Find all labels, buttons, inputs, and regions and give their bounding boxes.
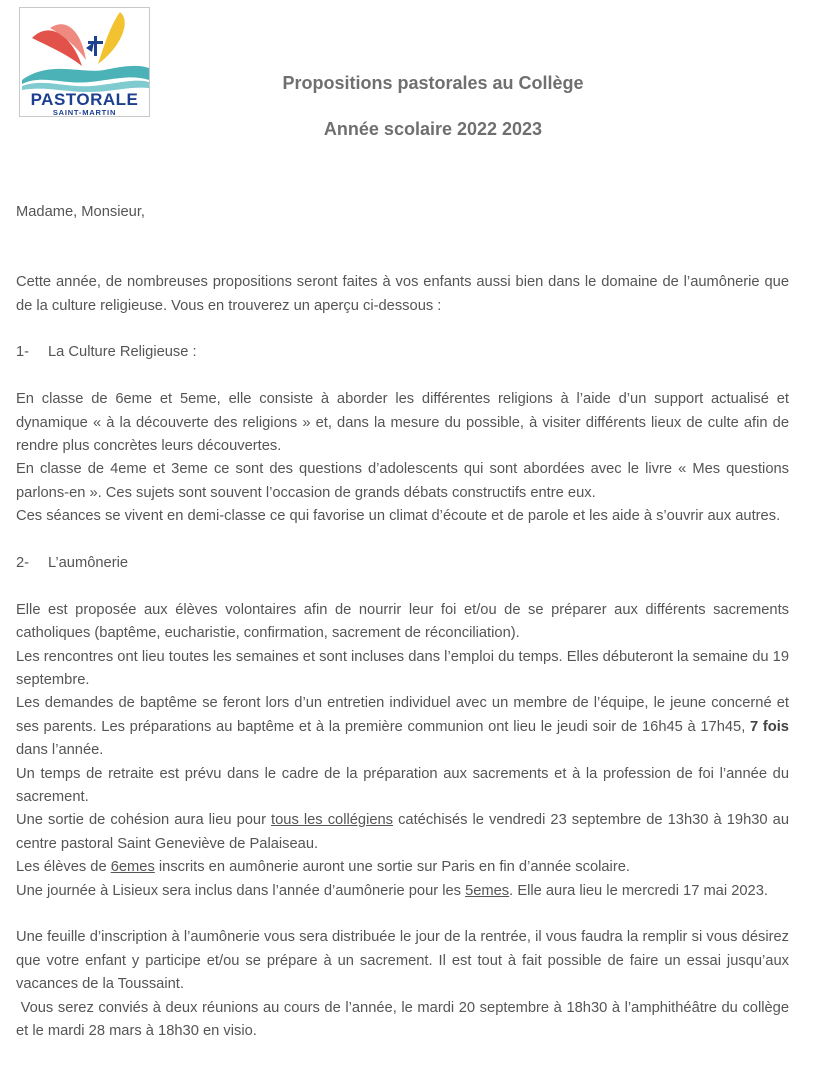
aumonerie-paragraph-4: Un temps de retraite est prévu dans le cadre de la préparation aux sacrements et à la profession de foi l’année du sacrement. [16,765,789,806]
section-heading-culture [16,341,789,364]
section-heading-aumonerie [16,552,789,575]
aumonerie-paragraph-7 [16,880,789,903]
aumonerie-paragraph-3 [16,692,789,762]
document-year: Année scolaire 2022 2023 [323,119,543,139]
closing-paragraph-2: Vous serez conviés à deux réunions au cours de l’année, le mardi 20 septembre à 18h30 à l’amphithéâtre du collège et le mardi 28 mars à 18h30 en visio. [16,999,794,1040]
closing-paragraph-1: Une feuille d’inscription à l’aumônerie vous sera distribuée le jour de la rentrée, il vous faudra la remplir si vous désirez que votre enfant y participe et/ou se prépare à un sacrement. Il est tout à fait possible de faire un essai jusqu’aux vacances de la Toussaint. [16,929,789,993]
text-run: inscrits en aumônerie auront une sortie sur Paris en fin d’année scolaire. [154,859,630,876]
text-run: dans l’année. [16,742,104,759]
section-title: La Culture Religieuse : [48,344,197,361]
aumonerie-paragraph-6 [16,856,789,879]
culture-paragraph-2: En classe de 4eme et 3eme ce sont des questions d’adolescents qui sont abordées avec le livre « Mes questions parlons-en ». Ces sujets sont souvent l’occasion de grands débats constructifs entre eux. [16,461,789,501]
logo-main-text: PASTORALE [30,90,139,109]
text-run: Une journée à Lisieux sera inclus dans l’année d’aumônerie pour les [16,882,466,899]
text-run: Une sortie de cohésion aura lieu pour [16,812,272,829]
culture-paragraph-1: En classe de 6eme et 5eme, elle consiste à aborder les différentes religions à l’aide d’un support actualisé et dynamique « à la découverte des religions » et, dans la mesure du possible, à visiter différents lieux de culte afin de rendre plus concrètes leurs découvertes. [16,391,789,454]
emphasis-text: 7 fois [750,718,789,735]
intro-paragraph: Cette année, de nombreuses propositions seront faites à vos enfants aussi bien dans le domaine de l’aumônerie que de la culture religieuse. Vous en trouverez un aperçu ci-dessous : [16,274,789,314]
culture-paragraph-3: Ces séances se vivent en demi-classe ce qui favorise un climat d’écoute et de parole et les aide à s’ouvrir aux autres. [16,508,781,525]
underlined-text: 5emes [465,882,510,899]
section-number: 2- [16,555,30,572]
text-run: catéchisés le vendredi 23 septembre de 13h30 à 19h30 au centre pastoral Saint Geneviève de Palaiseau. [16,812,789,852]
text-run: Les demandes de baptême se feront lors d’un entretien individuel avec un membre de l’équipe, le jeune concerné et ses parents. Les préparations au baptême et à la première communion ont lieu le jeudi soir de 16h45 à 17h45, [16,695,789,735]
section-number: 1- [16,344,30,361]
section-title: L’aumônerie [48,555,129,572]
logo-sub-text: SAINT-MARTIN [52,108,117,117]
underlined-text: tous les collégiens [271,812,394,829]
text-run: . Elle aura lieu le mercredi 17 mai 2023. [509,882,768,899]
aumonerie-paragraph-1: Elle est proposée aux élèves volontaires afin de nourrir leur foi et/ou de se préparer aux différents sacrements catholiques (baptême, eucharistie, confirmation, sacrement de réconciliation). [16,601,789,642]
underlined-text: 6emes [110,859,155,876]
aumonerie-paragraph-2: Les rencontres ont lieu toutes les semaines et sont incluses dans l’emploi du temps. Elles débuteront la semaine du 19 septembre. [16,648,789,689]
text-run: Les élèves de [16,859,111,876]
letter-body [16,201,794,1044]
document-title: Propositions pastorales au Collège [282,73,584,93]
aumonerie-paragraph-5 [16,809,789,856]
pastorale-logo [19,7,150,117]
greeting: Madame, Monsieur, [16,204,145,220]
